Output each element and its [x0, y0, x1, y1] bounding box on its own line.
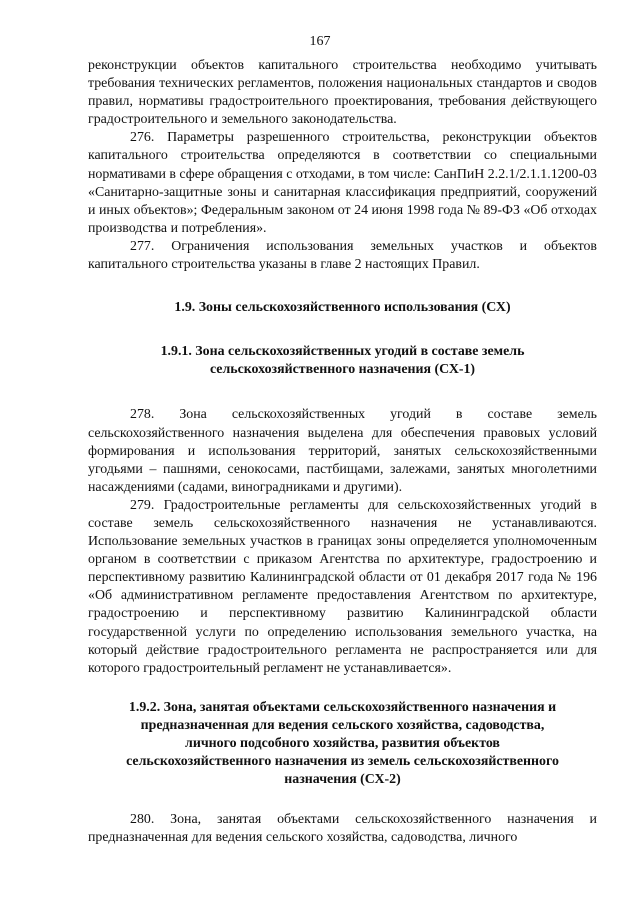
heading-1-9-2-line-5: назначения (СХ-2)	[284, 772, 401, 788]
page-number: 167	[309, 34, 331, 49]
paragraph-278: 278. Зона сельскохозяйственных угодий в составе земель сельскохозяйственного назначения выделена для обеспечения правовых условий формирования и использования территорий, занятых сельскохозяйственными угодьями – пашнями, сенокосами, пастбищами, залежами, занятых многолетними насаждениями (садами, виноградниками и другими).	[88, 407, 597, 495]
paragraph-276: 276. Параметры разрешенного строительства, реконструкции объектов капитального строительства определяются в соответствии со специальными нормативами в сфере обращения с отходами, в том числе: СанПиН 2.2.1/2.1.1.1200-03 «Санитарно-защитные зоны и санитарная классификация предприятий, сооружений и иных объектов»; Федеральным законом от 24 июня 1998 года № 89-ФЗ «Об отходах производства и потребления».	[88, 130, 597, 236]
heading-1-9-2	[88, 699, 597, 789]
paragraph-277: 277. Ограничения использования земельных участков и объектов капитального строительства указаны в главе 2 настоящих Правил.	[88, 238, 597, 273]
heading-1-9-2-line-1: 1.9.2. Зона, занятая объектами сельскохозяйственного назначения и	[128, 699, 557, 715]
heading-1-9-2-line-2: предназначенная для ведения сельского хозяйства, садоводства,	[140, 717, 545, 733]
paragraph-280: 280. Зона, занятая объектами сельскохозяйственного назначения и предназначенная для ведения сельского хозяйства, садоводства, личного	[88, 812, 597, 846]
heading-1-9: 1.9. Зоны сельскохозяйственного использования (СХ)	[174, 300, 511, 316]
heading-1-9-1-line-2: сельскохозяйственного назначения (СХ-1)	[209, 362, 476, 378]
paragraph-continued: реконструкции объектов капитального строительства необходимо учитывать требования технических регламентов, положения национальных стандартов и сводов правил, нормативы градостроительного проектирования, требования действующего градостроительного и земельного законодательства.	[88, 58, 597, 128]
heading-1-9-2-line-4: сельскохозяйственного назначения из земель сельскохозяйственного	[126, 754, 559, 770]
paragraph-279: 279. Градостроительные регламенты для сельскохозяйственных угодий в составе земель сельскохозяйственного назначения не устанавливаются. Использование земельных участков в границах зоны определяется уполномоченным органом в соответствии с приказом Агентства по архитектуре, градостроению и перспективному развитию Калининградской области от 01 декабря 2017 года № 196 «Об административном регламенте предоставления Агентством по архитектуре, градостроению и перспективному развитию Калининградской области государственной услуги по определению использования земельного участка, на который действие градостроительного регламента не распространяется или для которого градостроительный регламент не устанавливается».	[88, 497, 597, 676]
heading-1-9-1-line-1: 1.9.1. Зона сельскохозяйственных угодий в составе земель	[160, 344, 525, 360]
heading-1-9-2-line-3: личного подсобного хозяйства, развития объектов	[185, 736, 500, 751]
document-body	[88, 57, 597, 847]
heading-1-9-1	[88, 343, 597, 379]
